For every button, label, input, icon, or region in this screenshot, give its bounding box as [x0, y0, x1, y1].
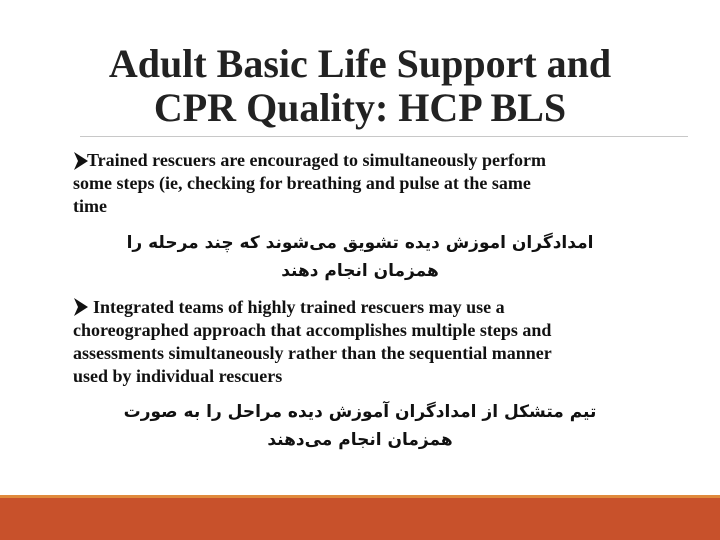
persian-1-line-1: امدادگران اموزش دیده تشویق می‌شوند که چند مرحله را	[126, 233, 594, 253]
bullet-item-2	[73, 296, 673, 388]
bullet-2-line-4: used by individual rescuers	[73, 366, 283, 386]
bullet-1-line-3: time	[73, 196, 107, 216]
bullet-2-line-1: Integrated teams of highly trained rescuers may use a	[93, 297, 505, 317]
persian-text-2	[40, 398, 680, 454]
persian-2-line-2: همزمان انجام می‌دهند	[267, 430, 453, 450]
title-divider	[80, 136, 688, 137]
persian-2-line-1: تیم متشکل از امدادگران آموزش دیده مراحل را به صورت	[123, 402, 597, 422]
bullet-2-line-3: assessments simultaneously rather than the sequential manner	[73, 343, 552, 363]
slide-title-line-1: Adult Basic Life Support and	[108, 41, 612, 86]
persian-text-1	[50, 229, 670, 285]
slide-title	[40, 42, 680, 130]
bullet-item-1	[73, 149, 673, 218]
bullet-1-line-2: some steps (ie, checking for breathing and pulse at the same	[73, 173, 531, 193]
slide-title-line-2: CPR Quality: HCP BLS	[153, 85, 567, 130]
footer-bar	[0, 498, 720, 540]
bullet-2-line-2: choreographed approach that accomplishes multiple steps and	[73, 320, 552, 340]
bullet-1-line-1: Trained rescuers are encouraged to simultaneously perform	[87, 150, 546, 170]
persian-1-line-2: همزمان انجام دهند	[281, 261, 439, 281]
